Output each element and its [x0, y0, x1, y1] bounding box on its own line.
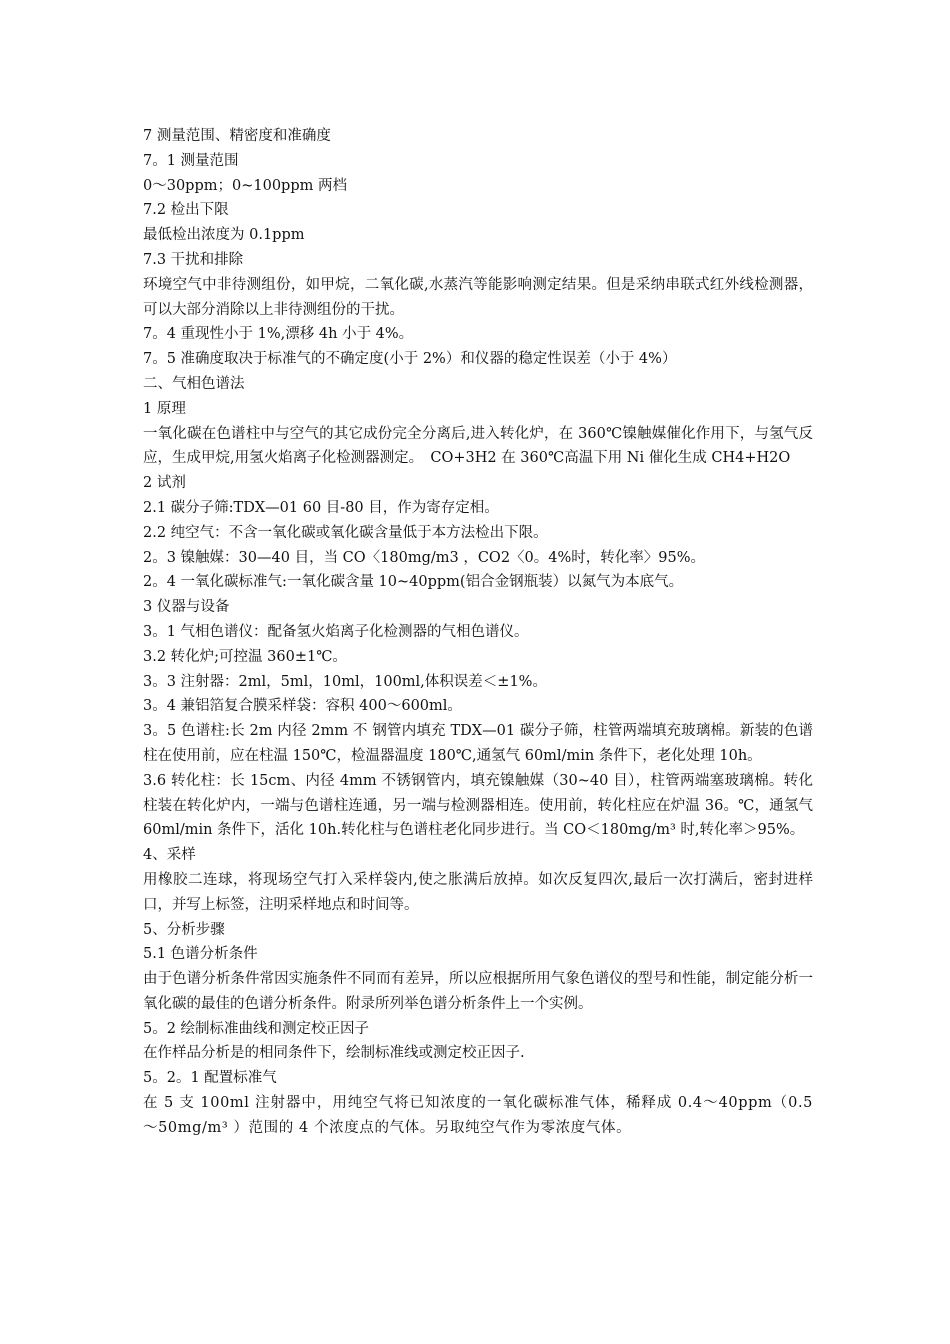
reproducibility-text: 7。4 重现性小于 1%,漂移 4h 小于 4%。: [143, 326, 414, 343]
calibration-text: 在作样品分析是的相同条件下，绘制标准线或测定校正因子.: [143, 1045, 525, 1062]
equipment-3-4: 3。4 兼铝箔复合膜采样袋：容积 400～600ml。: [143, 698, 462, 715]
section-heading-1: 1 原理: [143, 400, 186, 417]
equipment-3-3: 3。3 注射器：2ml，5ml，10ml，100ml,体积误差＜±1%。: [143, 673, 547, 690]
principle-text: 一氧化碳在色谱柱中与空气的其它成份完全分离后,进入转化炉，在 360℃镍触媒催化作用下，与氢气反应，生成甲烷,用氢火焰离子化检测器测定。 CO+3H2 在 360℃高温下用 Ni 催化生成 CH4+H2O: [143, 425, 813, 467]
measurement-range-text: 0～30ppm；0~100ppm 两档: [143, 177, 347, 194]
subsection-heading-7-1: 7。1 测量范围: [143, 152, 239, 169]
subsection-heading-5-2-1: 5。2。1 配置标准气: [143, 1070, 277, 1087]
subsection-heading-7-2: 7.2 检出下限: [143, 202, 229, 219]
equipment-3-6: 3.6 转化柱：长 15cm、内径 4mm 不锈钢管内，填充镍触媒（30~40 目），柱管两端塞玻璃棉。转化柱装在转化炉内，一端与色谱柱连通，另一端与检测器相连。使用前，转化柱应在炉温 36。℃，通氢气 60ml/min 条件下，活化 10h.转化柱与色谱柱老化同步进行。当 CO＜180mg/m³ 时,转化率＞95%。: [143, 772, 813, 839]
section-heading-2: 2 试剂: [143, 475, 186, 492]
subsection-heading-5-1: 5.1 色谱分析条件: [143, 946, 258, 963]
interference-text: 环境空气中非待测组份，如甲烷，二氧化碳,水蒸汽等能影响测定结果。但是采纳串联式红外线检测器，可以大部分消除以上非待测组份的干扰。: [143, 276, 813, 318]
equipment-3-2: 3.2 转化炉;可控温 360±1℃。: [143, 648, 347, 665]
document-page: [143, 124, 813, 1141]
section-heading-4: 4、采样: [143, 847, 196, 864]
reagent-2-4: 2。4 一氧化碳标准气:一氧化碳含量 10~40ppm(铝合金钢瓶装）以氮气为本底气。: [143, 574, 684, 591]
standard-gas-text: 在 5 支 100ml 注射器中，用纯空气将已知浓度的一氧化碳标准气体，稀释成 0.4～40ppm（0.5～50mg/m³ ）范围的 4 个浓度点的气体。另取纯空气作为零浓度气体。: [143, 1095, 813, 1136]
reagent-2-3: 2。3 镍触媒：30—40 目，当 CO〈180mg/m3 ，CO2〈0。4%时，转化率〉95%。: [143, 549, 706, 566]
subsection-heading-5-2: 5。2 绘制标准曲线和测定校正因子: [143, 1020, 370, 1037]
equipment-3-1: 3。1 气相色谱仪：配备氢火焰离子化检测器的气相色谱仪。: [143, 623, 529, 640]
subsection-heading-7-3: 7.3 干扰和排除: [143, 251, 244, 268]
detection-limit-text: 最低检出浓度为 0.1ppm: [143, 227, 305, 244]
equipment-3-5: 3。5 色谱柱:长 2m 内径 2mm 不 钢管内填充 TDX—01 碳分子筛，柱管两端填充玻璃棉。新装的色谱柱在使用前，应在柱温 150℃，检温器温度 180℃,通氢气 60ml/min 条件下，老化处理 10h。: [143, 723, 813, 764]
accuracy-text: 7。5 准确度取决于标准气的不确定度(小于 2%）和仪器的稳定性误差（小于 4%）: [143, 351, 677, 368]
reagent-2-1: 2.1 碳分子筛:TDX—01 60 目-80 目，作为寄存定相。: [143, 499, 499, 516]
analysis-conditions-text: 由于色谱分析条件常因实施条件不同而有差异，所以应根据所用气象色谱仪的型号和性能，制定能分析一氧化碳的最佳的色谱分析条件。附录所列举色谱分析条件上一个实例。: [143, 971, 813, 1012]
section-heading-5: 5、分析步骤: [143, 921, 225, 938]
chapter-heading-gc: 二、气相色谱法: [143, 375, 245, 392]
section-heading-3: 3 仪器与设备: [143, 599, 230, 616]
section-heading-7: 7 测量范围、精密度和准确度: [143, 128, 331, 144]
sampling-text: 用橡胶二连球，将现场空气打入采样袋内,使之胀满后放掉。如次反复四次,最后一次打满后，密封进样口，并写上标签，注明采样地点和时间等。: [143, 871, 813, 913]
reagent-2-2: 2.2 纯空气：不含一氧化碳或氧化碳含量低于本方法检出下限。: [143, 524, 548, 541]
